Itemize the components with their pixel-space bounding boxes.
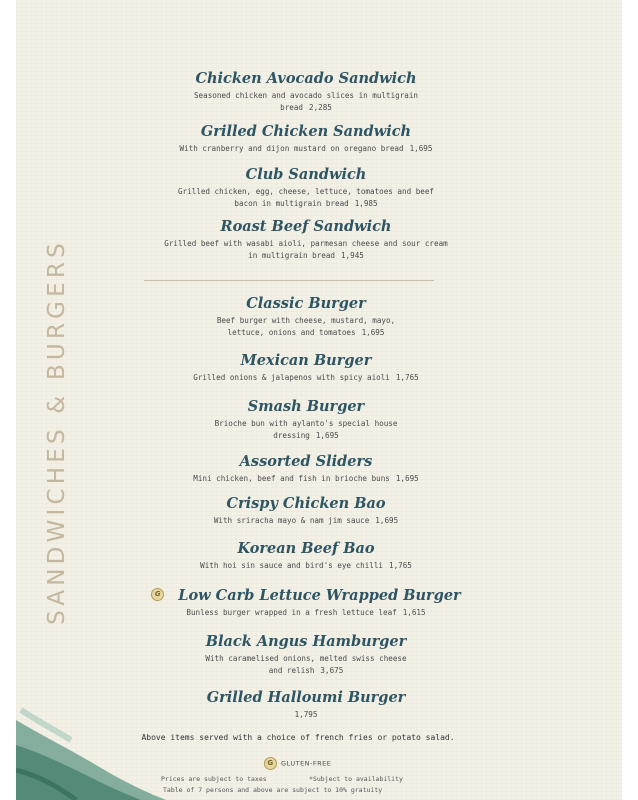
description-text: With caramelised onions, melted swiss cheese and relish [205, 654, 407, 675]
item-description [136, 238, 476, 262]
item-price: 1,985 [354, 199, 378, 208]
item-name: Club Sandwich [245, 166, 367, 183]
item-description [136, 560, 476, 572]
item-description [136, 143, 476, 155]
menu-page [16, 0, 622, 800]
menu-item [136, 689, 476, 721]
menu-item [136, 540, 476, 572]
item-name: Roast Beef Sandwich [220, 218, 392, 235]
description-text: Beef burger with cheese, mustard, mayo, lettuce, onions and tomatoes [216, 316, 396, 337]
item-price: 3,675 [320, 666, 344, 675]
item-name-row [136, 587, 476, 605]
legend-label: GLUTEN-FREE [281, 759, 332, 768]
menu-item [136, 218, 476, 262]
item-price: 1,795 [294, 710, 318, 719]
gluten-free-legend [264, 757, 331, 770]
menu-item [136, 495, 476, 527]
description-text: Grilled chicken, egg, cheese, lettuce, tomatoes and beef bacon in multigrain bread [177, 187, 435, 208]
section-divider [144, 280, 434, 281]
gluten-free-icon: G [264, 757, 277, 770]
menu-item [136, 123, 476, 155]
item-price: 2,285 [309, 103, 332, 112]
gluten-free-icon: G [151, 588, 164, 601]
item-name: Crispy Chicken Bao [226, 495, 386, 512]
description-text: Seasoned chicken and avocado slices in multigrain bread [193, 91, 419, 112]
item-name: Smash Burger [247, 398, 365, 415]
item-price: 1,695 [409, 144, 433, 153]
menu-item [136, 166, 476, 210]
item-name: Grilled Chicken Sandwich [200, 123, 412, 140]
menu-item [136, 70, 476, 114]
item-description [136, 515, 476, 527]
item-description [136, 607, 476, 619]
menu-item [136, 398, 476, 442]
gratuity-note: Table of 7 persons and above are subject to 10% gratuity [163, 786, 383, 794]
item-description [136, 186, 476, 210]
menu-item [136, 453, 476, 485]
item-name: Assorted Sliders [239, 453, 373, 470]
item-name: Grilled Halloumi Burger [206, 689, 406, 706]
item-name: Classic Burger [246, 295, 366, 312]
description-text: Bunless burger wrapped in a fresh lettuce leaf [186, 608, 397, 617]
item-name: Chicken Avocado Sandwich [195, 70, 417, 87]
item-name: Low Carb Lettuce Wrapped Burger [178, 587, 461, 604]
serving-note: Above items served with a choice of french fries or potato salad. [141, 733, 455, 742]
menu-item [136, 295, 476, 339]
item-description [136, 709, 476, 721]
item-description [136, 653, 476, 677]
menu-item [136, 352, 476, 384]
description-text: With hoi sin sauce and bird's eye chilli [200, 561, 383, 570]
description-text: Mini chicken, beef and fish in brioche buns [193, 474, 390, 483]
item-name: Black Angus Hamburger [205, 633, 407, 650]
item-price: 1,695 [315, 431, 339, 440]
description-text: With sriracha mayo & nam jim sauce [213, 516, 370, 525]
item-price: 1,695 [375, 516, 399, 525]
item-description [136, 372, 476, 384]
taxes-note: Prices are subject to taxes [161, 775, 267, 783]
description-text: Grilled beef with wasabi aioli, parmesan cheese and sour cream in multigrain bread [164, 239, 448, 260]
description-text: With cranberry and dijon mustard on oregano bread [179, 144, 404, 153]
item-description [136, 90, 476, 114]
item-description [136, 418, 476, 442]
item-name: Mexican Burger [240, 352, 372, 369]
section-title: SANDWICHES & BURGERS [44, 239, 70, 625]
menu-item [136, 633, 476, 677]
availability-note: *Subject to availability [309, 775, 403, 783]
item-price: 1,765 [389, 561, 412, 570]
item-description [136, 315, 476, 339]
item-price: 1,945 [341, 251, 364, 260]
item-price: 1,765 [395, 373, 419, 382]
item-name: Korean Beef Bao [237, 540, 375, 557]
menu-item [136, 587, 476, 619]
item-price: 1,695 [361, 328, 385, 337]
description-text: Grilled onions & jalapenos with spicy aioli [193, 373, 390, 382]
item-price: 1,695 [395, 474, 419, 483]
item-description [136, 473, 476, 485]
item-price: 1,615 [402, 608, 426, 617]
description-text: Brioche bun with aylanto's special house dressing [214, 419, 398, 440]
